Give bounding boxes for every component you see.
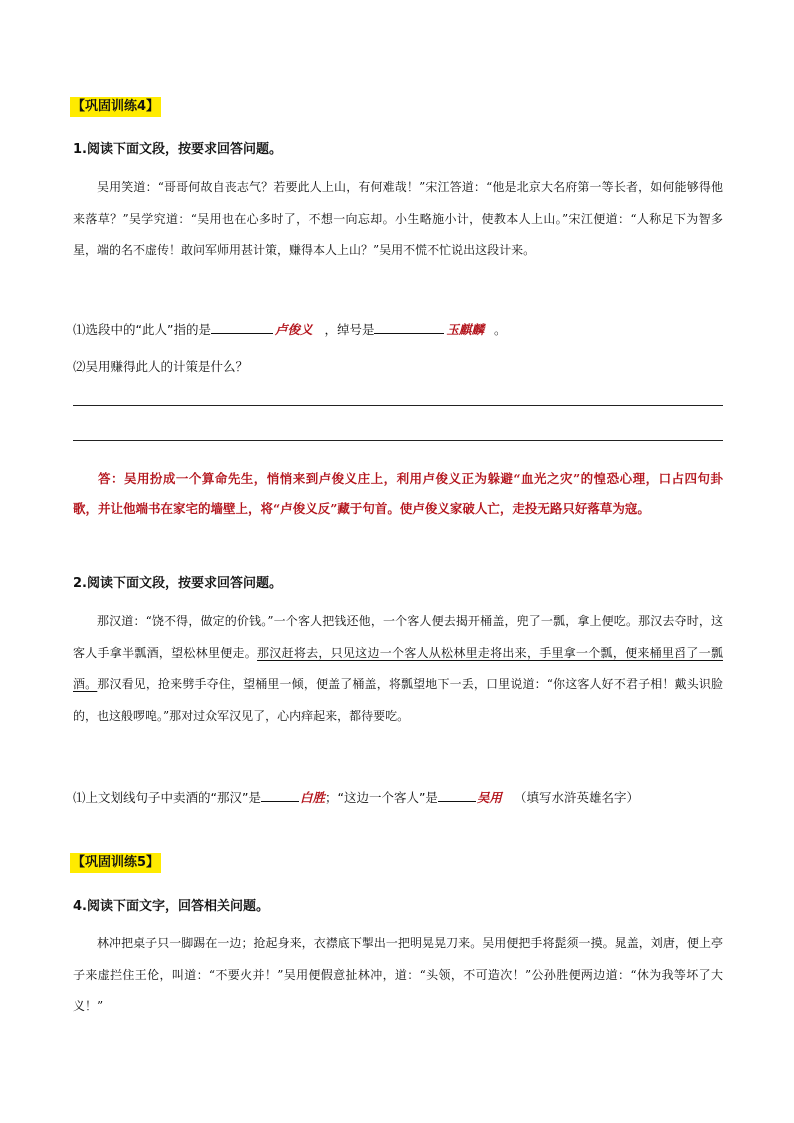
answer-blank (261, 787, 299, 802)
question-1-sub2: ⑵吴用赚得此人的计策是什么？ (73, 359, 249, 374)
question-4-heading: 4.阅读下面文字，回答相关问题。 (73, 899, 269, 914)
answer-blank (438, 787, 476, 802)
sub1-mid: ；“这边一个客人”是 (324, 790, 438, 805)
question-1-answer (73, 464, 723, 524)
answer-text: 吴用 (476, 790, 502, 805)
sub1-prefix: ⑴上文划线句子中卖酒的“那汉”是 (73, 790, 261, 805)
section-tag-1: 【巩固训练4】 (70, 97, 161, 117)
answer-blank (211, 319, 273, 334)
sub1-suffix: 。 (494, 322, 507, 337)
passage-text (73, 606, 723, 732)
passage-part: 那汉道：“饶不得，做定的价钱。”一个客人把钱还他，一个客人便去揭开桶盖，兜了一瓢，拿上便吃。那汉去夺时，这客人手拿半瓢酒，望松林里便走。 (73, 614, 723, 660)
sub1-mid: ，绰号是 (324, 322, 375, 337)
answer-text: 卢俊义 (274, 322, 313, 337)
question-1-sub1 (73, 319, 507, 339)
passage-part: 那汉看见，抢来劈手夺住，望桶里一倾，便盖了桶盖，将瓢望地下一丢，口里说道：“你这客人好不君子相！戴头识脸的，也这般啰唣。”那对过众军汉见了，心内痒起来，都待要吃。 (73, 677, 723, 723)
question-1-heading: 1.阅读下面文段，按要求回答问题。 (73, 142, 282, 157)
answer-line (73, 440, 723, 441)
question-1-passage (73, 172, 723, 267)
answer-line (73, 405, 723, 406)
answer-text: 白胜 (299, 790, 325, 805)
underlined-sentence: 那汉赶将去，只见这边一个客人从松林里走将出来，手里拿一个瓢，便来桶里舀了一瓢酒。 (73, 645, 723, 691)
question-2-heading: 2.阅读下面文段，按要求回答问题。 (73, 576, 282, 591)
answer-blank (374, 319, 444, 334)
question-2-sub1 (73, 787, 639, 807)
question-4-passage (73, 928, 723, 1023)
passage-text: 吴用笑道：“哥哥何故自丧志气？若要此人上山，有何难哉！”宋江答道：“他是北京大名府第一等长者，如何能够得他来落草？”吴学究道：“吴用也在心多时了，不想一向忘却。小生略施小计，使教本人上山。”宋江便道：“人称足下为智多星，端的名不虚传！敢问军师用甚计策，赚得本人上山？”吴用不慌不忙说出这段计来。 (73, 180, 723, 257)
answer-text: 答：吴用扮成一个算命先生，悄悄来到卢俊义庄上，利用卢俊义正为躲避“血光之灾”的惶恐心理，口占四句卦歌，并让他端书在家宅的墙壁上，将“卢俊义反”藏于句首。使卢俊义家破人亡，走投无路只好落草为寇。 (73, 471, 723, 516)
section-tag-2: 【巩固训练5】 (70, 853, 161, 873)
answer-text: 玉麒麟 (446, 322, 484, 337)
sub1-suffix: （填写水浒英雄名字） (513, 790, 639, 805)
sub1-prefix: ⑴选段中的“此人”指的是 (73, 322, 211, 337)
question-2-passage (73, 606, 723, 732)
passage-text: 林冲把桌子只一脚踢在一边；抢起身来，衣襟底下掣出一把明晃晃刀来。吴用便把手将髭须一摸。晁盖，刘唐，便上亭子来虚拦住王伦，叫道：“不要火并！”吴用便假意扯林冲，道：“头领，不可造次！”公孙胜便两边道：“休为我等坏了大义！” (73, 936, 723, 1013)
